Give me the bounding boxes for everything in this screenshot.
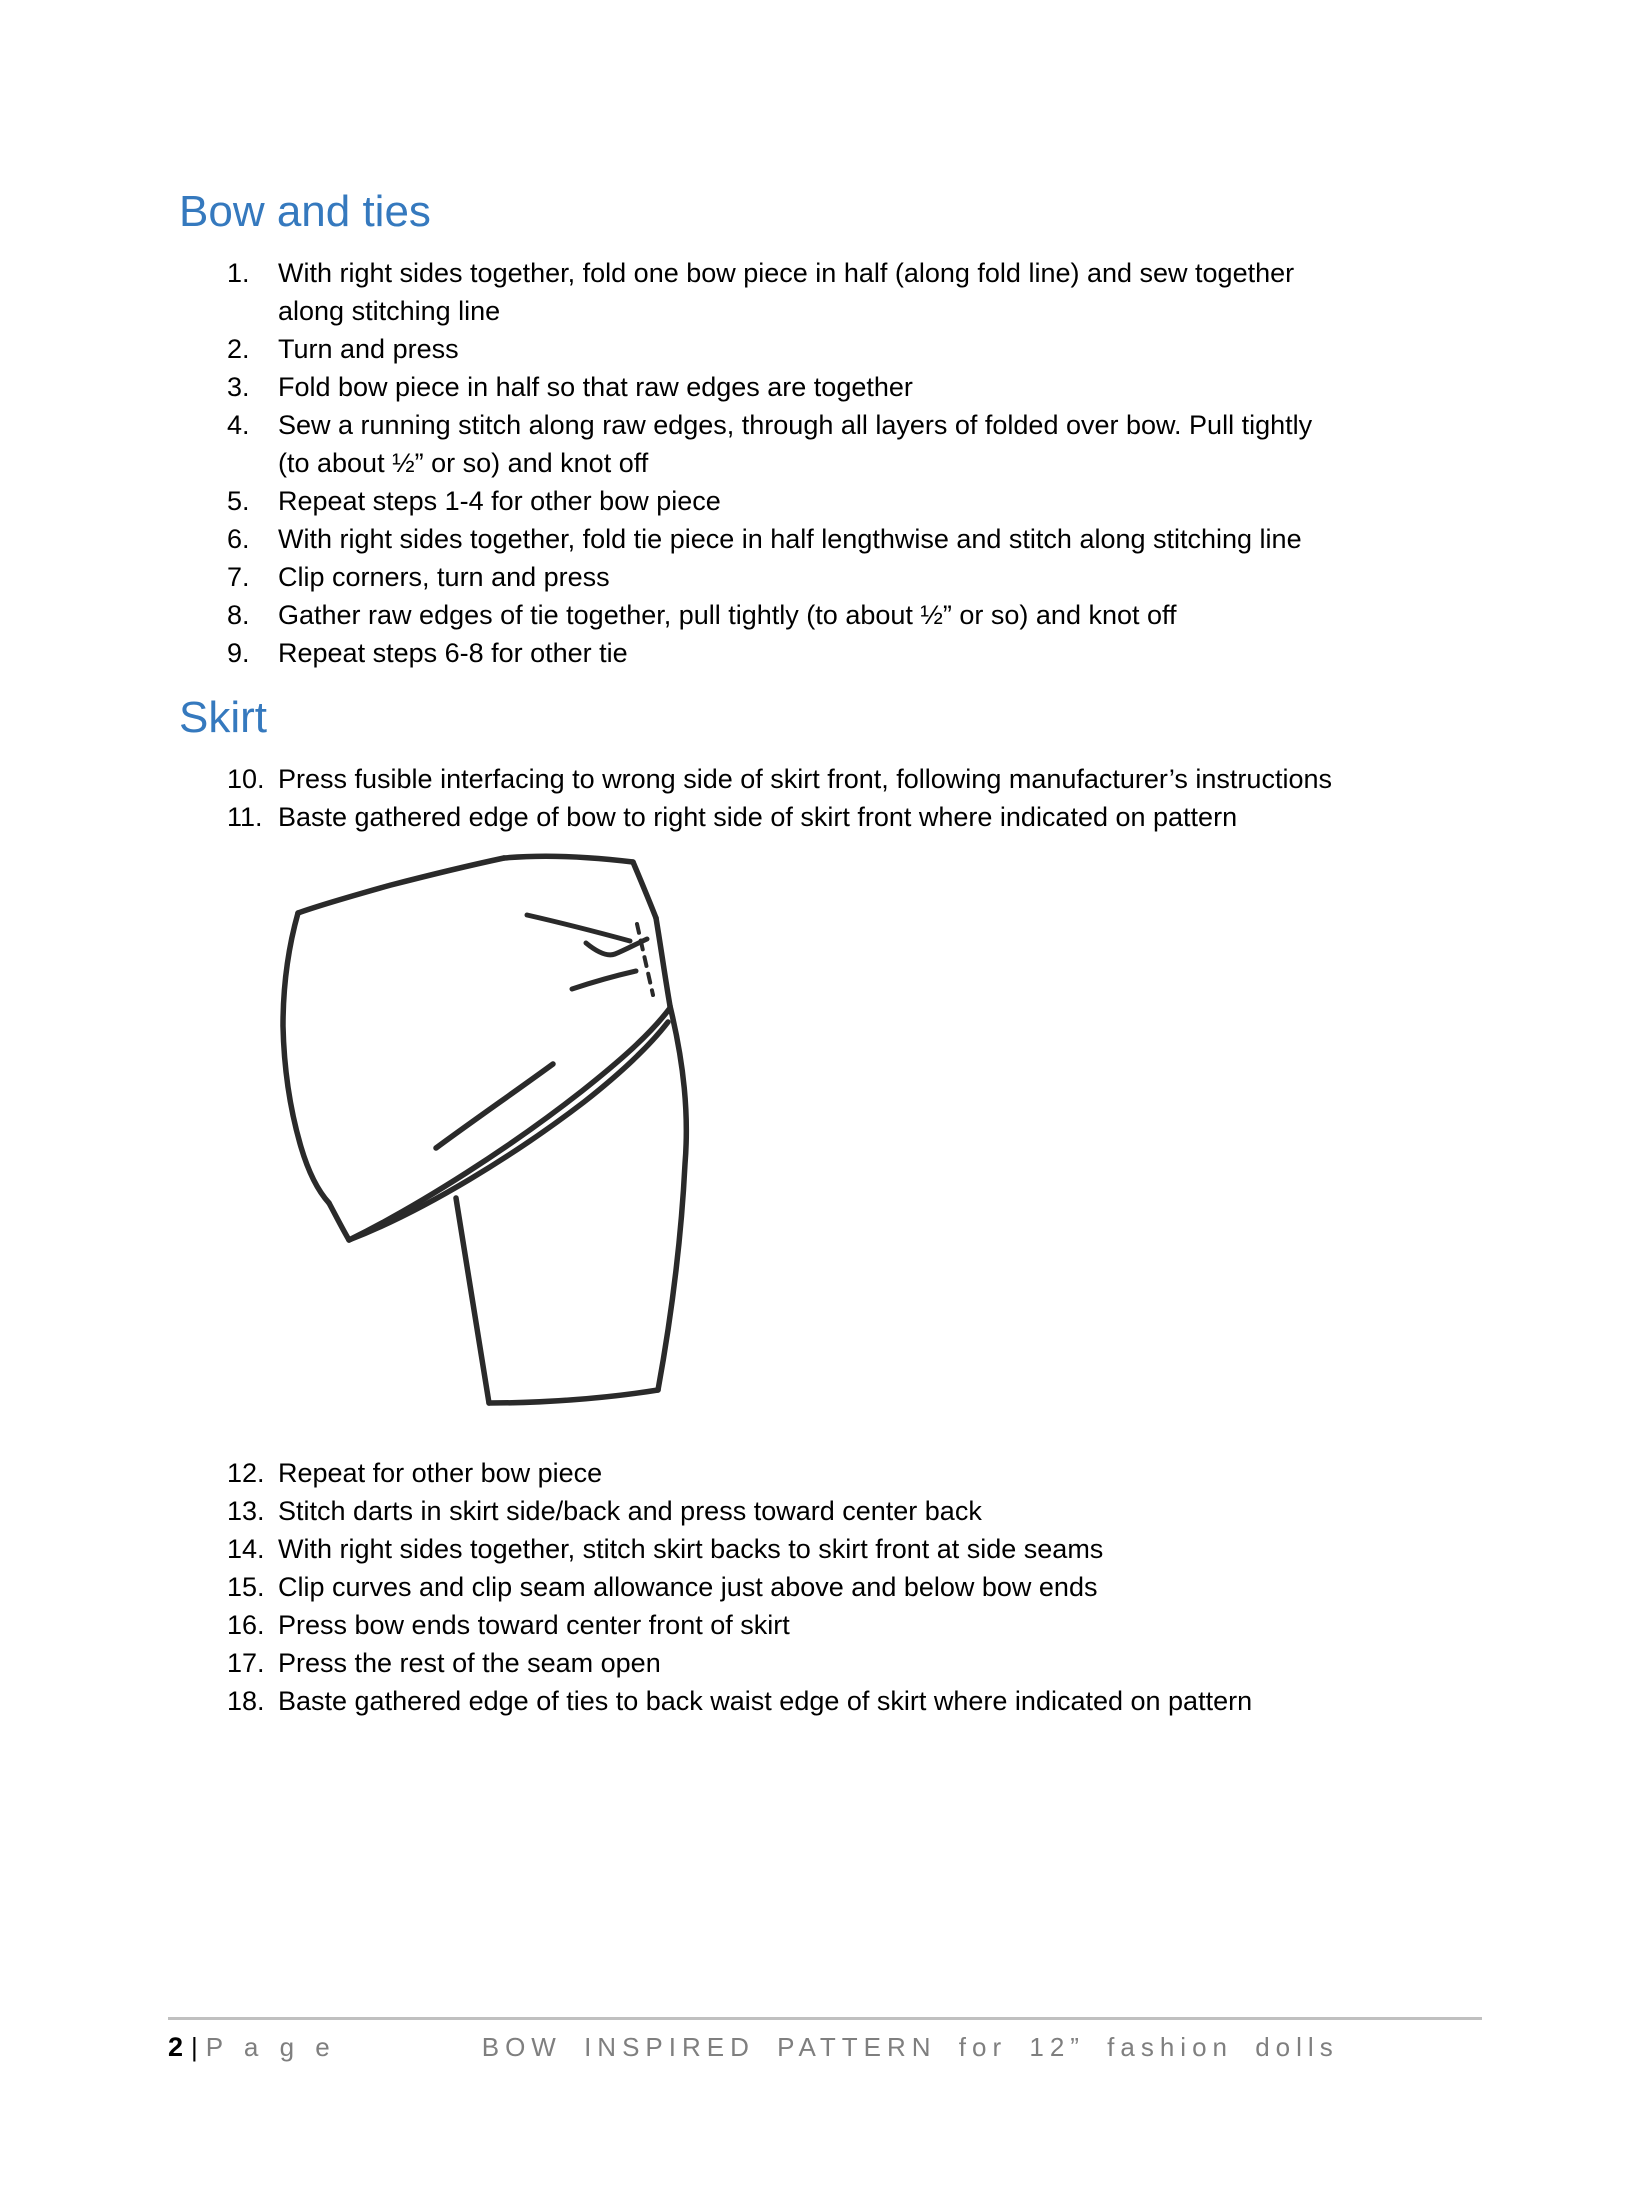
list-item-text: Repeat steps 6-8 for other tie [278, 638, 628, 668]
list-item-continuation [278, 444, 648, 482]
list-item-number: 9. [227, 638, 250, 668]
list-item-text: Press fusible interfacing to wrong side of skirt front, following manufacturer’s instructions [278, 764, 1332, 794]
list-item [227, 406, 1312, 444]
dashed-basting-line [637, 924, 653, 995]
list-item [227, 798, 1237, 836]
list-item-continuation [278, 292, 500, 330]
list-item [227, 368, 913, 406]
list-item-text: (to about ½” or so) and knot off [278, 448, 649, 478]
list-item [227, 558, 610, 596]
list-item [227, 760, 1332, 798]
list-item [227, 1682, 1252, 1720]
skirt-with-bow-illustration [250, 852, 690, 1432]
list-item-number: 17. [227, 1648, 265, 1678]
list-item [227, 634, 628, 672]
list-item [227, 482, 721, 520]
list-item [227, 1454, 602, 1492]
list-item [227, 1568, 1097, 1606]
list-item [227, 1492, 982, 1530]
list-item-text: Stitch darts in skirt side/back and press toward center back [278, 1496, 982, 1526]
page-footer [168, 2017, 1482, 2063]
list-item [227, 596, 1177, 634]
list-item-number: 18. [227, 1686, 265, 1716]
footer-page-number: 2 [168, 2032, 188, 2062]
list-item-number: 5. [227, 486, 250, 516]
list-item-text: Baste gathered edge of bow to right side of skirt front where indicated on pattern [278, 802, 1238, 832]
list-item-number: 6. [227, 524, 250, 554]
list-item-number: 14. [227, 1534, 265, 1564]
list-item-number: 2. [227, 334, 250, 364]
list-item-text: Baste gathered edge of ties to back waist edge of skirt where indicated on pattern [278, 1686, 1253, 1716]
list-item-number: 3. [227, 372, 250, 402]
list-item [227, 254, 1294, 292]
list-item [227, 330, 459, 368]
list-item [227, 520, 1302, 558]
skirt-outline [456, 856, 686, 1403]
list-item-number: 13. [227, 1496, 265, 1526]
gather-strokes [527, 915, 647, 989]
list-item-text: Press the rest of the seam open [278, 1648, 661, 1678]
list-item-number: 15. [227, 1572, 265, 1602]
list-item-number: 12. [227, 1458, 265, 1488]
list-item-number: 7. [227, 562, 250, 592]
list-item-number: 11. [227, 802, 263, 832]
list-item-text: Press bow ends toward center front of skirt [278, 1610, 790, 1640]
list-item-number: 10. [227, 764, 265, 794]
list-item-number: 1. [227, 258, 250, 288]
list-item-text: With right sides together, fold tie piece in half lengthwise and stitch along stitching line [278, 524, 1302, 554]
list-item-number: 4. [227, 410, 250, 440]
list-item-text: Sew a running stitch along raw edges, through all layers of folded over bow. Pull tightly [278, 410, 1313, 440]
list-item-text: Gather raw edges of tie together, pull tightly (to about ½” or so) and knot off [278, 600, 1177, 630]
bow-outline [283, 858, 670, 1240]
list-item-number: 16. [227, 1610, 265, 1640]
list-item-text: Repeat for other bow piece [278, 1458, 603, 1488]
list-item-number: 8. [227, 600, 250, 630]
list-item [227, 1644, 661, 1682]
footer-page-word: P a g e [205, 2032, 337, 2062]
section-heading-bow-and-ties: Bow and ties [179, 187, 431, 236]
list-item [227, 1606, 790, 1644]
list-item-text: Turn and press [278, 334, 459, 364]
list-item-text: Repeat steps 1-4 for other bow piece [278, 486, 721, 516]
list-item-text: Clip curves and clip seam allowance just above and below bow ends [278, 1572, 1098, 1602]
section-heading-skirt: Skirt [179, 693, 267, 742]
list-item-text: With right sides together, stitch skirt backs to skirt front at side seams [278, 1534, 1104, 1564]
list-item-text: With right sides together, fold one bow piece in half (along fold line) and sew together [278, 258, 1295, 288]
list-item-text: Clip corners, turn and press [278, 562, 610, 592]
list-item-text: Fold bow piece in half so that raw edges are together [278, 372, 913, 402]
footer-separator: | [191, 2032, 198, 2062]
list-item [227, 1530, 1103, 1568]
footer-doc-title: BOW INSPIRED PATTERN for 12” fashion dolls [481, 2032, 1339, 2062]
list-item-text: along stitching line [278, 296, 501, 326]
